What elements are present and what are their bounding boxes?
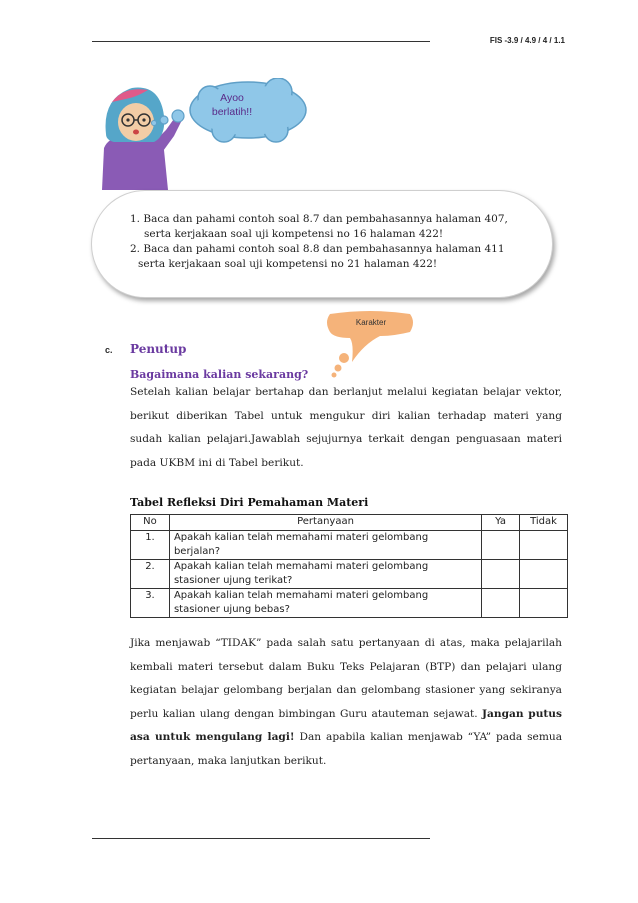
closing-paragraph <box>130 632 562 773</box>
header-question: Pertanyaan <box>169 515 481 531</box>
table-row <box>131 589 568 618</box>
footer-rule <box>92 838 430 839</box>
row-number: 1. <box>131 531 170 560</box>
row-question: Apakah kalian telah memahami materi gelombang stasioner ujung bebas? <box>169 589 481 618</box>
header-no: No <box>131 515 170 531</box>
section-letter: c. <box>105 345 113 355</box>
closing-text-1: Jika menjawab “TIDAK” pada salah satu pertanyaan di atas, maka pelajarilah kembali materi tersebut dalam Buku Teks Pelajaran (BTP) dan pelajari ulang kegiatan belajar gelombang berjalan dan gelombang stasioner yang sekiranya perlu kalian ulang dengan bimbingan Guru atauteman sejawat. <box>130 637 562 720</box>
task-list <box>130 212 540 272</box>
section-title: Penutup <box>130 342 187 356</box>
table-row <box>131 531 568 560</box>
task-2-line-2: serta kerjakaan soal uji kompetensi no 21 halaman 422! <box>138 258 438 270</box>
thought-line-2: berlatih!! <box>211 106 253 118</box>
answer-no-cell[interactable] <box>520 531 568 560</box>
closing-emphasis: Jangan putus asa untuk mengulang lagi! <box>130 707 562 743</box>
answer-yes-cell[interactable] <box>482 531 520 560</box>
table-header-row <box>131 515 568 531</box>
document-code: FIS -3.9 / 4.9 / 4 / 1.1 <box>489 36 565 45</box>
thought-bubble-text <box>196 91 268 119</box>
reflection-table <box>130 514 568 618</box>
section-question: Bagaimana kalian sekarang? <box>130 368 309 381</box>
task-1-line-2: serta kerjakaan soal uji kompetensi no 16 halaman 422! <box>144 228 444 240</box>
table-row <box>131 560 568 589</box>
task-2-line-1: 2. Baca dan pahami contoh soal 8.8 dan pembahasannya halaman 411 <box>130 243 505 255</box>
answer-yes-cell[interactable] <box>482 589 520 618</box>
task-1-line-1: 1. Baca dan pahami contoh soal 8.7 dan pembahasannya halaman 407, <box>130 213 508 225</box>
closing-text-2: Dan apabila kalian menjawab “YA” pada semua pertanyaan, maka lanjutkan berikut. <box>130 731 563 767</box>
table-title: Tabel Refleksi Diri Pemahaman Materi <box>130 496 369 509</box>
intro-paragraph: Setelah kalian belajar bertahap dan berlanjut melalui kegiatan belajar vektor, berikut diberikan Tabel untuk mengukur diri kalian terhadap materi yang sudah kalian pelajari.Jawablah sejujurnya terkait dengan penguasaan materi pada UKBM ini di Tabel berikut. <box>130 386 562 469</box>
karakter-label: Karakter <box>355 318 387 327</box>
row-number: 3. <box>131 589 170 618</box>
header-yes: Ya <box>482 515 520 531</box>
answer-yes-cell[interactable] <box>482 560 520 589</box>
header-no-answer: Tidak <box>520 515 568 531</box>
header-rule <box>92 41 430 42</box>
thought-line-1: Ayoo <box>220 92 244 104</box>
row-number: 2. <box>131 560 170 589</box>
answer-no-cell[interactable] <box>520 589 568 618</box>
row-question: Apakah kalian telah memahami materi gelombang berjalan? <box>169 531 481 560</box>
answer-no-cell[interactable] <box>520 560 568 589</box>
row-question: Apakah kalian telah memahami materi gelombang stasioner ujung terikat? <box>169 560 481 589</box>
